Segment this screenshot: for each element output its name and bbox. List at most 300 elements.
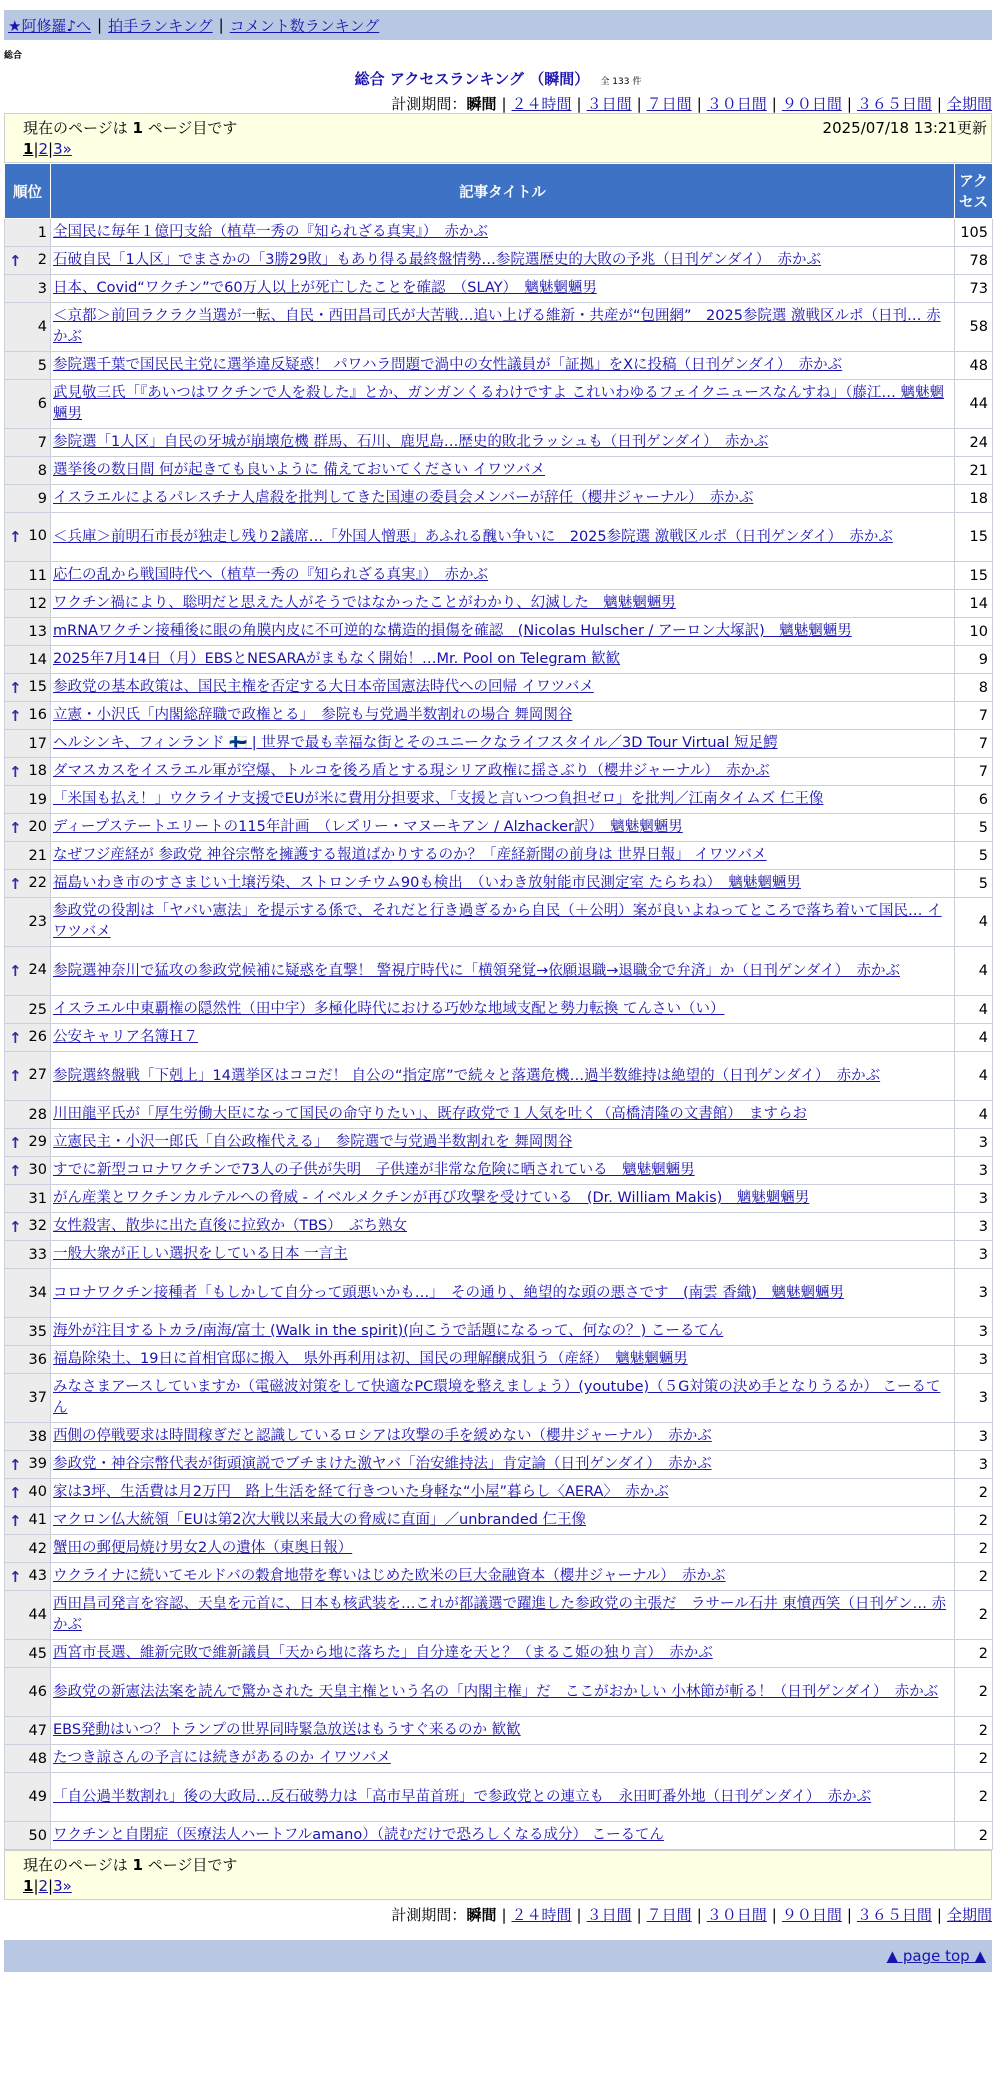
up-arrow-icon: ↑ — [9, 874, 22, 893]
rank-cell — [5, 380, 51, 429]
rank-cell — [5, 758, 51, 786]
table-row — [5, 996, 993, 1024]
article-link[interactable]: たつき諒さんの予言には続きがあるのか イワツバメ — [53, 1750, 391, 1766]
title-cell — [51, 1591, 955, 1640]
period-link[interactable]: ３０日間 — [706, 1906, 767, 1924]
updated-timestamp: 2025/07/18 13:21更新 — [822, 118, 987, 137]
period-label: 計測期間： — [391, 1906, 467, 1924]
rank-number: 38 — [28, 1428, 47, 1445]
title-cell — [51, 275, 955, 303]
rank-cell — [5, 786, 51, 814]
table-row — [5, 702, 993, 730]
table-row — [5, 1157, 993, 1185]
period-current: 瞬間 — [466, 1906, 497, 1924]
period-separator: | — [771, 95, 777, 113]
article-link[interactable]: 参政党の新憲法法案を読んで驚かされた 天皇主権という名の「内閣主権」だ ここがおかしい 小林節が斬る！（日刊ゲンダイ） 赤かぶ — [53, 1683, 939, 1700]
table-row — [5, 674, 993, 702]
access-count-cell: 2 — [955, 1535, 993, 1563]
table-row — [5, 1668, 993, 1717]
table-row — [5, 485, 993, 513]
rank-cell — [5, 513, 51, 562]
title-cell — [51, 1185, 955, 1213]
article-link[interactable]: mRNAワクチン接種後に眼の角膜内皮に不可逆的な構造的損傷を確認 (Nicolas Hulscher / アーロン大塚訳) 魑魅魍魎男 — [53, 623, 852, 639]
period-separator: | — [696, 95, 702, 113]
table-row — [5, 1822, 993, 1850]
rank-cell — [5, 485, 51, 513]
rank-cell — [5, 1318, 51, 1346]
access-count-cell: 78 — [955, 247, 993, 275]
period-separator: | — [636, 1906, 642, 1924]
table-row — [5, 1052, 993, 1101]
table-row — [5, 1640, 993, 1668]
rank-number: 12 — [28, 595, 47, 612]
title-cell — [51, 1745, 955, 1773]
rank-number: 48 — [28, 1750, 47, 1767]
title-cell — [51, 618, 955, 646]
page-link[interactable]: 3 — [53, 140, 63, 158]
table-row — [5, 219, 993, 247]
nav-separator: | — [218, 16, 224, 34]
title-cell — [51, 786, 955, 814]
period-selector-top — [4, 93, 992, 113]
title-cell — [51, 247, 955, 275]
title-cell — [51, 1479, 955, 1507]
article-link[interactable]: 一般大衆が正しい選択をしている日本 一言主 — [53, 1246, 348, 1262]
total-count: 全 133 件 — [600, 77, 642, 87]
title-cell — [51, 1241, 955, 1269]
access-count-cell: 4 — [955, 1101, 993, 1129]
table-row — [5, 429, 993, 457]
article-link[interactable]: なぜフジ産経が 参政党 神谷宗幣を擁護する報道ばかりするのか？「産経新聞の前身は 世界日報」 イワツバメ — [53, 847, 767, 863]
current-page-text — [23, 117, 237, 138]
table-row — [5, 1423, 993, 1451]
rank-cell — [5, 275, 51, 303]
article-link[interactable]: ワクチンと自閉症（医療法人ハートフルamano）（読むだけで恐ろしくなる成分） こーるてん — [53, 1827, 664, 1843]
access-count-cell: 58 — [955, 303, 993, 352]
article-link[interactable]: EBS発動はいつ？トランプの世界同時緊急放送はもうすぐ来るのか 歓歓 — [53, 1722, 521, 1738]
rank-cell — [5, 947, 51, 996]
article-link[interactable]: 参院選神奈川で猛攻の参政党候補に疑惑を直撃！ 警視庁時代に「横領発覚→依願退職→退職金で弁済」か（日刊ゲンダイ） 赤かぶ — [53, 962, 900, 979]
access-count-cell: 4 — [955, 1052, 993, 1101]
up-arrow-icon: ↑ — [9, 1028, 22, 1047]
table-row — [5, 786, 993, 814]
article-link[interactable]: 応仁の乱から戦国時代へ（植草一秀の『知られざる真実』） 赤かぶ — [53, 567, 488, 583]
rank-cell — [5, 1591, 51, 1640]
table-row — [5, 870, 993, 898]
rank-cell — [5, 1374, 51, 1423]
title-cell — [51, 1213, 955, 1241]
up-arrow-icon: ↑ — [9, 251, 22, 270]
title-column-header: 記事タイトル — [51, 164, 955, 219]
rank-cell — [5, 618, 51, 646]
period-separator: | — [501, 1906, 507, 1924]
period-separator: | — [846, 1906, 852, 1924]
title-cell — [51, 1318, 955, 1346]
ranking-page — [4, 10, 992, 1972]
rank-cell — [5, 1717, 51, 1745]
rank-cell — [5, 842, 51, 870]
period-link[interactable]: ７日間 — [646, 95, 692, 113]
access-count-cell: 2 — [955, 1745, 993, 1773]
title-cell — [51, 1052, 955, 1101]
rank-number: 1 — [37, 224, 47, 241]
rank-cell — [5, 1423, 51, 1451]
top-nav-bar — [4, 10, 992, 40]
up-arrow-icon: ↑ — [9, 1133, 22, 1152]
article-link[interactable]: 「自公過半数割れ」後の大政局…反石破勢力は「高市早苗首班」で参政党との連立も 永田町番外地（日刊ゲンダイ） 赤かぶ — [53, 1788, 872, 1805]
period-link[interactable]: 全期間 — [946, 95, 992, 113]
access-count-cell: 4 — [955, 1024, 993, 1052]
period-link[interactable]: ９０日間 — [781, 95, 842, 113]
rank-number: 45 — [28, 1645, 47, 1662]
rank-number: 13 — [28, 623, 47, 640]
access-column-header: アクセス — [955, 164, 993, 219]
title-cell — [51, 1346, 955, 1374]
article-link[interactable]: 日本、Covid“ワクチン”で60万人以上が死亡したことを確認 （SLAY） 魑魅魍魎男 — [53, 280, 597, 296]
access-count-cell: 5 — [955, 842, 993, 870]
nav-separator: | — [97, 16, 103, 34]
table-row — [5, 947, 993, 996]
rank-cell — [5, 996, 51, 1024]
title-cell — [51, 1423, 955, 1451]
pager-status-row — [23, 116, 987, 138]
rank-number: 3 — [37, 280, 47, 297]
period-link[interactable]: ３６５日間 — [856, 1906, 932, 1924]
article-link[interactable]: すでに新型コロナワクチンで73人の子供が失明 子供達が非常な危険に晒されている 魑魅魍魎男 — [53, 1162, 695, 1178]
table-row — [5, 1563, 993, 1591]
rank-number: 46 — [28, 1684, 47, 1700]
rank-number: 10 — [28, 528, 47, 544]
access-count-cell: 9 — [955, 646, 993, 674]
current-page-text — [23, 1854, 237, 1875]
access-count-cell: 3 — [955, 1451, 993, 1479]
table-row — [5, 590, 993, 618]
rank-number: 8 — [37, 462, 47, 479]
rank-number: 15 — [28, 678, 47, 695]
table-row — [5, 1318, 993, 1346]
period-selector-bottom — [4, 1904, 992, 1924]
access-count-cell: 2 — [955, 1668, 993, 1717]
period-link[interactable]: ３０日間 — [706, 95, 767, 113]
title-cell — [51, 1640, 955, 1668]
period-link[interactable]: ３日間 — [586, 1906, 632, 1924]
rank-cell — [5, 429, 51, 457]
period-link[interactable]: ７日間 — [646, 1906, 692, 1924]
page-link-current: 1 — [23, 1877, 34, 1895]
rank-number: 27 — [28, 1067, 47, 1083]
article-link[interactable]: イスラエル中東覇権の隠然性（田中宇）多極化時代における巧妙な地域支配と勢力転換 てんさい（い） — [53, 1001, 725, 1017]
article-link[interactable]: コロナワクチン接種者「もしかして自分って頭悪いかも…」 その通り、絶望的な頭の悪さです (南雲 香織) 魑魅魍魎男 — [53, 1284, 844, 1301]
table-row — [5, 562, 993, 590]
access-count-cell: 3 — [955, 1318, 993, 1346]
rank-number: 18 — [28, 762, 47, 779]
period-link[interactable]: 全期間 — [946, 1906, 992, 1924]
table-row — [5, 1241, 993, 1269]
article-link[interactable]: 福島除染土、19日に首相官邸に搬入 県外再利用は初、国民の理解醸成狙う（産経） 魑魅魍魎男 — [53, 1351, 688, 1367]
title-cell — [51, 485, 955, 513]
access-count-cell: 3 — [955, 1269, 993, 1318]
article-link[interactable]: 西田昌司発言を容認、天皇を元首に、日本も核武装を…これが都議選で躍進した参政党の主張だ ラサール石井 東憤西笑（日刊ゲン… 赤かぶ — [53, 1596, 947, 1633]
page-link[interactable]: 2 — [38, 1877, 49, 1895]
access-count-cell: 3 — [955, 1241, 993, 1269]
up-arrow-icon: ↑ — [9, 1161, 22, 1180]
article-link[interactable]: ウクライナに続いてモルドバの穀倉地帯を奪いはじめた欧米の巨大金融資本（櫻井ジャーナル） 赤かぶ — [53, 1568, 726, 1584]
period-separator: | — [936, 95, 942, 113]
access-count-cell: 2 — [955, 1479, 993, 1507]
title-cell — [51, 814, 955, 842]
rank-cell — [5, 1185, 51, 1213]
rank-cell — [5, 590, 51, 618]
article-link[interactable]: ダマスカスをイスラエル軍が空爆、トルコを後ろ盾とする現シリア政権に揺さぶり（櫻井ジャーナル） 赤かぶ — [53, 763, 770, 779]
article-link[interactable]: みなさまアースしていますか（電磁波対策をして快適なPC環境を整えましょう）(youtube)（５G対策の決め手となりうるか） こーるてん — [53, 1379, 941, 1416]
title-cell — [51, 870, 955, 898]
rank-number: 4 — [37, 319, 47, 335]
up-arrow-icon: ↑ — [9, 1483, 22, 1502]
rank-cell — [5, 303, 51, 352]
access-count-cell: 15 — [955, 513, 993, 562]
rank-cell — [5, 1101, 51, 1129]
current-page-post: ページ目です — [147, 1855, 238, 1874]
table-row — [5, 814, 993, 842]
title-cell — [51, 1668, 955, 1717]
rank-cell — [5, 1269, 51, 1318]
article-link[interactable]: 石破自民「1人区」でまさかの「3勝29敗」もあり得る最終盤情勢…参院選歴史的大敗の予兆（日刊ゲンダイ） 赤かぶ — [53, 252, 821, 268]
table-row — [5, 247, 993, 275]
table-row — [5, 303, 993, 352]
rank-cell — [5, 898, 51, 947]
rank-cell — [5, 1640, 51, 1668]
article-link[interactable]: 海外が注目するトカラ/南海/富士 (Walk in the spirit)(向こうで話題になるって、何なの？) こーるてん — [53, 1323, 724, 1339]
article-link[interactable]: 蟹田の郵便局焼け男女2人の遺体（東奥日報） — [53, 1540, 353, 1556]
article-link[interactable]: 公安キャリア名簿Ｈ７ — [53, 1029, 198, 1045]
title-cell — [51, 562, 955, 590]
table-row — [5, 513, 993, 562]
title-cell — [51, 1157, 955, 1185]
article-link[interactable]: 「米国も払え！」ウクライナ支援でEUが米に費用分担要求、「支援と言いつつ負担ゼロ」を批判／江南タイムズ 仁王像 — [53, 791, 824, 807]
rank-cell — [5, 1024, 51, 1052]
rank-cell — [5, 674, 51, 702]
period-link[interactable]: ３日間 — [586, 95, 632, 113]
rank-column-header: 順位 — [5, 164, 51, 219]
page-link[interactable]: 2 — [38, 140, 49, 158]
rank-number: 33 — [28, 1246, 47, 1263]
up-arrow-icon: ↑ — [9, 1511, 22, 1530]
table-row — [5, 898, 993, 947]
up-arrow-icon: ↑ — [9, 762, 22, 781]
access-count-cell: 8 — [955, 674, 993, 702]
title-cell — [51, 1717, 955, 1745]
article-link[interactable]: 立憲・小沢氏「内閣総辞職で政権とる」 参院も与党過半数割れの場合 舞岡関谷 — [53, 707, 573, 723]
access-count-cell: 73 — [955, 275, 993, 303]
table-row — [5, 646, 993, 674]
rank-cell — [5, 1507, 51, 1535]
access-count-cell: 3 — [955, 1157, 993, 1185]
article-link[interactable]: ヘルシンキ、フィンランド 🇫🇮 | 世界で最も幸福な街とそのユニークなライフスタイル／3D Tour Virtual 短足鰐 — [53, 735, 778, 751]
article-link[interactable]: ワクチン禍により、聡明だと思えた人がそうではなかったことがわかり、幻滅した 魑魅魍魎男 — [53, 595, 676, 611]
table-row — [5, 1717, 993, 1745]
period-separator: | — [846, 95, 852, 113]
page-title — [4, 68, 992, 89]
table-row — [5, 1269, 993, 1318]
access-count-cell: 48 — [955, 352, 993, 380]
article-link[interactable]: 参院選「1人区」自民の牙城が崩壊危機 群馬、石川、鹿児島…歴史的敗北ラッシュも（日刊ゲンダイ） 赤かぶ — [53, 434, 769, 450]
title-cell — [51, 702, 955, 730]
period-link[interactable]: ２４時間 — [511, 1906, 572, 1924]
rank-cell — [5, 870, 51, 898]
access-count-cell: 44 — [955, 380, 993, 429]
rank-number: 43 — [28, 1567, 47, 1584]
article-link[interactable]: 参政党の役割は「ヤバい憲法」を提示する係で、それだと行き過ぎるから自民（＋公明）案が良いよねってところで落ち着いて国民… イワツバメ — [53, 903, 942, 940]
access-count-cell: 4 — [955, 898, 993, 947]
article-link[interactable]: 全国民に毎年１億円支給（植草一秀の『知られざる真実』） 赤かぶ — [53, 224, 488, 240]
period-link[interactable]: ３６５日間 — [856, 95, 932, 113]
article-link[interactable]: マクロン仏大統領「EUは第2次大戦以来最大の脅威に直面」／unbranded 仁王像 — [53, 1512, 587, 1528]
current-page-pre: 現在のページは — [23, 118, 128, 137]
page-links — [23, 1875, 987, 1897]
access-count-cell: 24 — [955, 429, 993, 457]
up-arrow-icon: ↑ — [9, 1455, 22, 1474]
access-count-cell: 2 — [955, 1591, 993, 1640]
rank-cell — [5, 1822, 51, 1850]
up-arrow-icon: ↑ — [9, 528, 22, 546]
access-count-cell: 2 — [955, 1717, 993, 1745]
access-count-cell: 2 — [955, 1563, 993, 1591]
table-row — [5, 1024, 993, 1052]
access-count-cell: 7 — [955, 758, 993, 786]
rank-number: 29 — [28, 1133, 47, 1150]
article-link[interactable]: 家は3坪、生活費は月2万円 路上生活を経て行きついた身軽な“小屋”暮らし〈AERA〉 赤かぶ — [53, 1484, 669, 1500]
title-cell — [51, 1374, 955, 1423]
next-page-link[interactable]: » — [62, 1877, 72, 1895]
access-count-cell: 2 — [955, 1507, 993, 1535]
article-link[interactable]: ディープステートエリートの115年計画 （レズリー・マヌーキアン / Alzhacker訳） 魑魅魍魎男 — [53, 819, 683, 835]
rank-cell — [5, 1773, 51, 1822]
page-top-link[interactable]: ▲ page top ▲ — [886, 1947, 986, 1965]
access-count-cell: 6 — [955, 786, 993, 814]
access-count-cell: 3 — [955, 1185, 993, 1213]
title-cell — [51, 842, 955, 870]
article-link[interactable]: 西側の停戦要求は時間稼ぎだと認識しているロシアは攻撃の手を緩めない（櫻井ジャーナル） 赤かぶ — [53, 1428, 712, 1444]
pager-top — [4, 113, 992, 163]
period-link[interactable]: ９０日間 — [781, 1906, 842, 1924]
article-link[interactable]: 女性殺害、散歩に出た直後に拉致か（TBS） ぶち熟女 — [53, 1218, 408, 1234]
period-separator: | — [936, 1906, 942, 1924]
rank-cell — [5, 646, 51, 674]
rank-number: 31 — [28, 1190, 47, 1207]
title-cell — [51, 429, 955, 457]
article-link[interactable]: 選挙後の数日間 何が起きても良いように 備えておいてください イワツバメ — [53, 462, 546, 478]
home-link[interactable]: ★阿修羅♪へ — [8, 16, 92, 35]
period-current: 瞬間 — [466, 95, 497, 113]
comment-ranking-link[interactable]: コメント数ランキング — [229, 16, 380, 35]
rank-number: 7 — [37, 434, 47, 451]
table-row — [5, 1745, 993, 1773]
page-separator: | — [48, 1877, 54, 1895]
pager-bottom — [4, 1850, 992, 1900]
article-link[interactable]: 福島いわき市のすさまじい土壌汚染、ストロンチウム90も検出 （いわき放射能市民測定室 たらちね） 魑魅魍魎男 — [53, 875, 801, 891]
article-link[interactable]: イスラエルによるパレスチナ人虐殺を批判してきた国連の委員会メンバーが辞任（櫻井ジャーナル） 赤かぶ — [53, 490, 754, 506]
title-cell — [51, 758, 955, 786]
access-count-cell: 2 — [955, 1822, 993, 1850]
table-row — [5, 1507, 993, 1535]
article-link[interactable]: 西宮市長選、維新完敗で維新議員「天から地に落ちた」自分達を天と？（まるこ姫の独り言） 赤かぶ — [53, 1645, 713, 1661]
article-link[interactable]: 武見敬三氏「『あいつはワクチンで人を殺した』とか、ガンガンくるわけですよ これいわゆるフェイクニュースなんすね」（藤江… 魑魅魍魎男 — [53, 385, 944, 422]
period-link[interactable]: ２４時間 — [511, 95, 572, 113]
title-cell — [51, 352, 955, 380]
table-row — [5, 1535, 993, 1563]
article-link[interactable]: がん産業とワクチンカルテルへの脅威 - イベルメクチンが再び攻撃を受けている (Dr. William Makis) 魑魅魍魎男 — [53, 1190, 810, 1206]
article-link[interactable]: 参院選千葉で国民民主党に選挙違反疑惑！ パワハラ問題で渦中の女性議員が「証拠」をXに投稿（日刊ゲンダイ） 赤かぶ — [53, 357, 843, 373]
rank-number: 24 — [28, 962, 47, 978]
current-page-number: 1 — [132, 1855, 143, 1874]
applause-ranking-link[interactable]: 拍手ランキング — [108, 16, 213, 35]
rank-cell — [5, 1451, 51, 1479]
period-label: 計測期間： — [391, 95, 467, 113]
article-link[interactable]: 立憲民主・小沢一郎氏「自公政権代える」 参院選で与党過半数割れを 舞岡関谷 — [53, 1134, 573, 1150]
footer-bar — [4, 1940, 992, 1972]
rank-number: 23 — [28, 914, 47, 930]
title-cell — [51, 996, 955, 1024]
title-cell — [51, 947, 955, 996]
table-row — [5, 380, 993, 429]
next-page-link[interactable]: » — [62, 140, 72, 158]
rank-cell — [5, 219, 51, 247]
rank-number: 22 — [28, 874, 47, 891]
rank-cell — [5, 1346, 51, 1374]
rank-cell — [5, 1241, 51, 1269]
title-cell — [51, 457, 955, 485]
rank-number: 49 — [28, 1789, 47, 1805]
article-link[interactable]: ＜兵庫＞前明石市長が独走し残り2議席…「外国人憎悪」あふれる醜い争いに 2025参院選 激戦区ルポ（日刊ゲンダイ） 赤かぶ — [53, 528, 893, 545]
title-cell — [51, 898, 955, 947]
table-row — [5, 1591, 993, 1640]
table-row — [5, 1129, 993, 1157]
page-link[interactable]: 3 — [53, 1877, 63, 1895]
period-separator: | — [576, 95, 582, 113]
title-cell — [51, 646, 955, 674]
rank-cell — [5, 1479, 51, 1507]
article-link[interactable]: ＜京都＞前回ラクラク当選が一転、自民・西田昌司氏が大苦戦…追い上げる維新・共産が“包囲網” 2025参院選 激戦区ルポ（日刊… 赤かぶ — [53, 308, 941, 345]
rank-number: 37 — [28, 1390, 47, 1406]
access-count-cell: 10 — [955, 618, 993, 646]
rank-number: 36 — [28, 1351, 47, 1368]
rank-cell — [5, 1213, 51, 1241]
article-link[interactable]: 参政党・神谷宗幣代表が街頭演説でブチまけた激ヤバ「治安維持法」肯定論（日刊ゲンダイ） 赤かぶ — [53, 1456, 712, 1472]
article-link[interactable]: 2025年7月14日（月）EBSとNESARAがまもなく開始！…Mr. Pool on Telegram 歓歓 — [53, 651, 621, 667]
table-row — [5, 1374, 993, 1423]
rank-cell — [5, 1157, 51, 1185]
article-link[interactable]: 川田龍平氏が「厚生労働大臣になって国民の命守りたい」、既存政党で１人気を吐く（高橋清隆の文書館） ますらお — [53, 1106, 807, 1122]
up-arrow-icon: ↑ — [9, 706, 22, 725]
section-label: 総合 — [4, 51, 23, 61]
rank-number: 44 — [28, 1607, 47, 1623]
article-link[interactable]: 参院選終盤戦「下剋上」14選挙区はココだ！ 自公の“指定席”で続々と落選危機…過半数維持は絶望的（日刊ゲンダイ） 赤かぶ — [53, 1067, 881, 1084]
page-link-current: 1 — [23, 140, 34, 158]
article-link[interactable]: 参政党の基本政策は、国民主権を否定する大日本帝国憲法時代への回帰 イワツバメ — [53, 679, 594, 695]
rank-number: 5 — [37, 357, 47, 374]
title-cell — [51, 590, 955, 618]
rank-number: 40 — [28, 1483, 47, 1500]
access-count-cell: 14 — [955, 590, 993, 618]
table-row — [5, 1185, 993, 1213]
title-cell — [51, 219, 955, 247]
access-count-cell: 4 — [955, 947, 993, 996]
access-count-cell: 105 — [955, 219, 993, 247]
title-cell — [51, 1822, 955, 1850]
access-count-cell: 3 — [955, 1423, 993, 1451]
page-separator: | — [33, 140, 39, 158]
title-cell — [51, 380, 955, 429]
